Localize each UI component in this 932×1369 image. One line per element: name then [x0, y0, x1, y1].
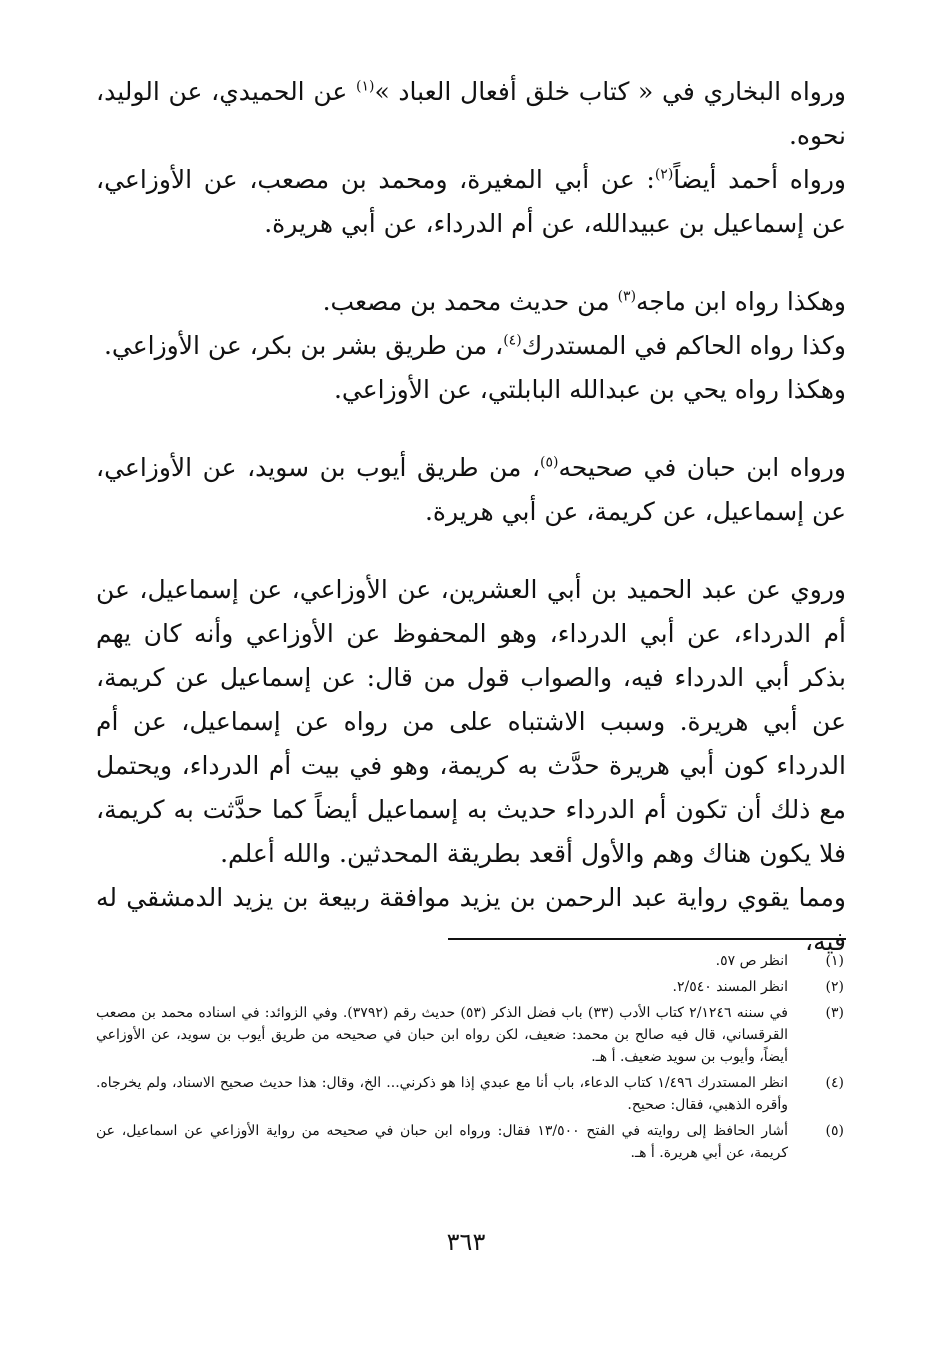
footnote-text: في سننه ٢/١٢٤٦ كتاب الأدب (٣٣) باب فضل الذكر (٥٣) حديث رقم (٣٧٩٢). وفي الزوائد: في اسناده محمد بن مصعب القرقساني، قال فيه صالح بن محمد: ضعيف، لكن رواه ابن حبان في صحيحه من طريق أيوب بن سويد، عن الأوزاعي أيضاً، وأيوب بن سويد ضعيف. أ هـ.: [96, 1005, 788, 1065]
footnote-number: (٥): [825, 1123, 844, 1139]
footnote-number: (٣): [825, 1005, 844, 1021]
paragraph-text: ورواه أحمد أيضاً: [673, 165, 847, 194]
paragraph-text: ، من طريق أيوب بن سويد، عن الأوزاعي، عن إسماعيل، عن كريمة، عن أبي هريرة.: [96, 453, 846, 526]
footnote-divider: [448, 938, 846, 940]
paragraph-text: ، من طريق بشر بن بكر، عن الأوزاعي.: [103, 331, 504, 360]
footnote-item: [96, 1072, 846, 1116]
paragraph-text: وكذا رواه الحاكم في المستدرك: [521, 331, 846, 360]
paragraph-ahmad: [96, 158, 846, 246]
narration-line: [96, 280, 846, 324]
footnote-number: (١): [825, 953, 844, 969]
footnote-item: [96, 950, 846, 972]
paragraph-ibn-hibban: [96, 446, 846, 534]
paragraph-other-narrations: [96, 280, 846, 412]
paragraph-text: : عن أبي المغيرة، ومحمد بن مصعب، عن الأوزاعي، عن إسماعيل بن عبيدالله، عن أم الدرداء، عن أبي هريرة.: [96, 165, 846, 238]
footnote-text: أشار الحافظ إلى روايته في الفتح ١٣/٥٠٠ فقال: ورواه ابن حبان في صحيحه من رواية الأوزاعي عن اسماعيل، عن كريمة، عن أبي هريرة. أ هـ.: [96, 1123, 788, 1161]
page-number: ٣٦٣: [446, 1228, 486, 1256]
paragraph-text: ورواه البخاري في « كتاب خلق أفعال العباد »: [374, 77, 846, 106]
footnote-text: انظر المستدرك ١/٤٩٦ كتاب الدعاء، باب أنا مع عبدي إذا هو ذكرني... الخ، وقال: هذا حديث صحيح الاسناد، ولم يخرجاه. وأقره الذهبي، فقال: صحيح.: [96, 1075, 789, 1113]
footnote-ref-2[interactable]: (٢): [654, 166, 674, 183]
narration-line: [96, 324, 846, 368]
footnote-text: انظر المسند ٢/٥٤٠.: [672, 979, 788, 995]
footnote-ref-5[interactable]: (٥): [540, 454, 559, 471]
footnote-number: (٢): [825, 979, 844, 995]
footnote-item: [96, 976, 846, 998]
paragraph-text: ورواه ابن حبان في صحيحه: [558, 453, 846, 482]
footnote-ref-3[interactable]: (٣): [617, 288, 637, 305]
paragraph-discussion: وروي عن عبد الحميد بن أبي العشرين، عن الأوزاعي، عن إسماعيل، عن أم الدرداء، عن أبي الدرداء، وهو المحفوظ عن الأوزاعي وأنه كان يهم بذكر أبي الدرداء فيه، والصواب قول من قال: عن إسماعيل عن كريمة، عن أبي هريرة. وسبب الاشتباه على من رواه عن إسماعيل، عن أم الدرداء كون أبي هريرة حدَّث به كريمة، وهو في بيت أم الدرداء، ويحتمل مع ذلك أن تكون أم الدرداء حديث به إسماعيل أيضاً كما حدَّثت به كريمة، فلا يكون هناك وهم والأول أقعد بطريقة المحدثين. والله أعلم.: [96, 575, 846, 868]
paragraph-closing: ومما يقوي رواية عبد الرحمن بن يزيد موافقة ربيعة بن يزيد الدمشقي له فيه،: [96, 883, 846, 956]
paragraph-text: عن الحميدي، عن الوليد، نحوه.: [96, 77, 846, 150]
paragraph-text: وهكذا رواه ابن ماجه: [636, 287, 846, 316]
footnote-ref-1[interactable]: (١): [355, 78, 375, 95]
footnote-text: انظر ص ٥٧.: [715, 953, 788, 969]
narration-line: وهكذا رواه يحي بن عبدالله البابلتي، عن الأوزاعي.: [333, 375, 846, 404]
footnotes: [96, 950, 846, 1168]
footnote-item: [96, 1002, 846, 1068]
paragraph-text: من حديث محمد بن مصعب.: [322, 287, 618, 316]
footnote-ref-4[interactable]: (٤): [503, 332, 522, 349]
footnote-item: [96, 1120, 846, 1164]
footnote-number: (٤): [825, 1075, 844, 1091]
paragraph-bukhari: [96, 70, 846, 158]
